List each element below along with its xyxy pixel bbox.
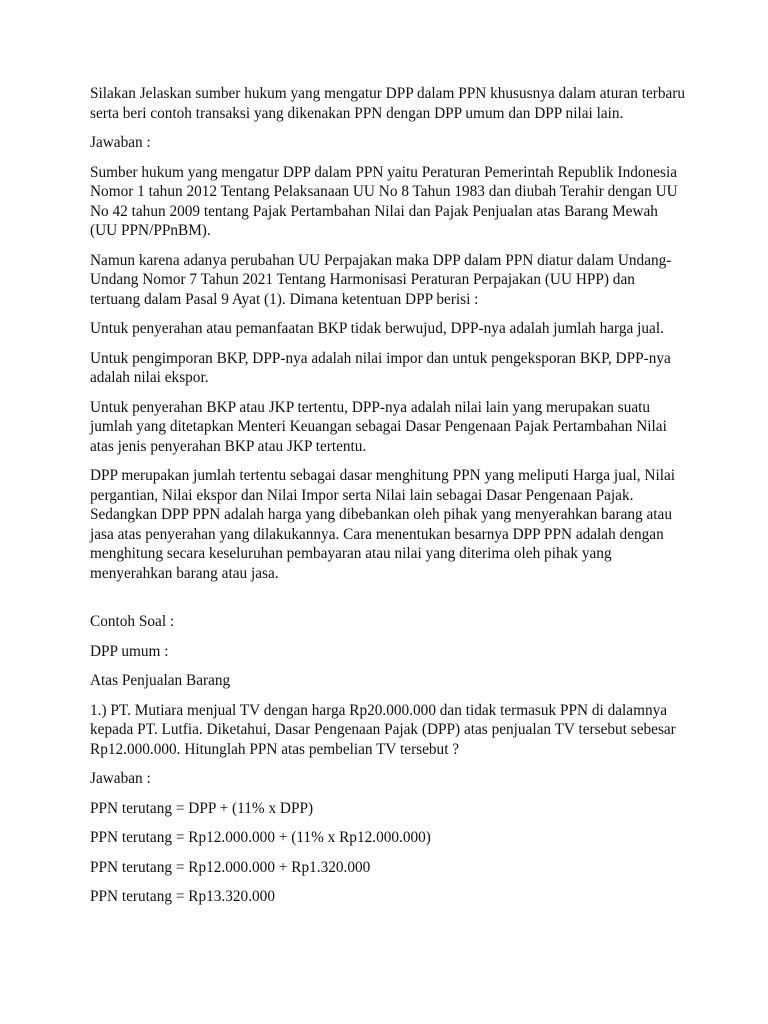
text-line: Rp12.000.000. Hitunglah PPN atas pembelian TV tersebut ? <box>90 740 460 758</box>
example-1-question <box>90 701 680 760</box>
legal-source-paragraph <box>90 163 680 241</box>
calc-result <box>90 887 680 907</box>
text-line: kepada PT. Lutfia. Diketahui, Dasar Pengenaan Pajak (DPP) atas penjualan TV tersebut sebesar <box>90 721 676 738</box>
text-line: pergantian, Nilai ekspor dan Nilai Impor serta Nilai lain sebagai Dasar Pengenaan Pajak. <box>90 486 634 504</box>
example-heading <box>90 612 680 632</box>
text-line: No 42 tahun 2009 tentang Pajak Pertambahan Nilai dan Pajak Penjualan atas Barang Mewah <box>90 202 658 220</box>
text-line: Sumber hukum yang mengatur DPP dalam PPN yaitu Peraturan Pemerintah Republik Indonesia <box>90 163 677 181</box>
calc-formula <box>90 799 680 819</box>
text-line: DPP merupakan jumlah tertentu sebagai dasar menghitung PPN yang meliputi Harga jual, Nilai <box>90 467 675 484</box>
other-value-paragraph <box>90 398 680 457</box>
text-line: PPN terutang = Rp13.320.000 <box>90 888 275 905</box>
text-line: Jawaban : <box>90 134 151 151</box>
text-line: serta beri contoh transaksi yang dikenakan PPN dengan DPP umum dan DPP nilai lain. <box>90 104 624 122</box>
question-paragraph <box>90 84 686 123</box>
hpp-paragraph <box>90 251 680 310</box>
text-line: Untuk pengimporan BKP, DPP-nya adalah nilai impor dan untuk pengeksporan BKP, DPP-nya <box>90 349 671 367</box>
text-line: Namun karena adanya perubahan UU Perpajakan maka DPP dalam PPN diatur dalam Undang- <box>90 251 672 269</box>
text-line: PPN terutang = Rp12.000.000 + (11% x Rp12.000.000) <box>90 829 431 846</box>
import-export-paragraph <box>90 349 680 388</box>
text-line: Atas Penjualan Barang <box>90 672 231 689</box>
dpp-definition-paragraph <box>90 466 680 583</box>
calc-step-2 <box>90 858 680 878</box>
text-line: Undang Nomor 7 Tahun 2021 Tentang Harmonisasi Peraturan Perpajakan (UU HPP) dan <box>90 271 635 288</box>
intangible-bkp-paragraph <box>90 319 680 339</box>
text-line: adalah nilai ekspor. <box>90 369 209 386</box>
text-line: Untuk penyerahan BKP atau JKP tertentu, DPP-nya adalah nilai lain yang merupakan suatu <box>90 398 651 416</box>
text-line: DPP umum : <box>90 642 169 660</box>
text-line: PPN terutang = Rp12.000.000 + Rp1.320.000 <box>90 858 371 876</box>
text-line: Sedangkan DPP PPN adalah harga yang dibebankan oleh pihak yang menyerahkan barang atau <box>90 506 672 523</box>
text-line: Jawaban : <box>90 770 151 787</box>
text-line: jumlah yang ditetapkan Menteri Keuangan sebagai Dasar Pengenaan Pajak Pertambahan Nilai <box>90 418 667 435</box>
answer-label <box>90 133 680 153</box>
calc-step-1 <box>90 828 680 848</box>
text-line: 1.) PT. Mutiara menjual TV dengan harga Rp20.000.000 dan tidak termasuk PPN di dalamnya <box>90 701 668 719</box>
text-line: menyerahkan barang atau jasa. <box>90 564 279 582</box>
text-line: Contoh Soal : <box>90 613 175 630</box>
text-line: Untuk penyerahan atau pemanfaatan BKP tidak berwujud, DPP-nya adalah jumlah harga jual. <box>90 320 664 337</box>
text-line: menghitung secara keseluruhan pembayaran atau nilai yang diterima oleh pihak yang <box>90 545 612 562</box>
example-1-answer-label <box>90 769 680 789</box>
general-dpp-heading <box>90 642 680 662</box>
document-page <box>90 84 686 917</box>
sale-of-goods-heading <box>90 671 680 691</box>
text-line: atas jenis penyerahan BKP atau JKP tertentu. <box>90 437 367 455</box>
text-line: Silakan Jelaskan sumber hukum yang mengatur DPP dalam PPN khususnya dalam aturan terbaru <box>90 85 686 102</box>
text-line: (UU PPN/PPnBM). <box>90 222 211 239</box>
text-line: Nomor 1 tahun 2012 Tentang Pelaksanaan UU No 8 Tahun 1983 dan diubah Terahir dengan UU <box>90 183 678 200</box>
text-line: PPN terutang = DPP + (11% x DPP) <box>90 799 314 817</box>
text-line: jasa atas penyerahan yang dilakukannya. Cara menentukan besarnya DPP PPN adalah dengan <box>90 525 664 543</box>
text-line: tertuang dalam Pasal 9 Ayat (1). Dimana ketentuan DPP berisi : <box>90 290 479 308</box>
